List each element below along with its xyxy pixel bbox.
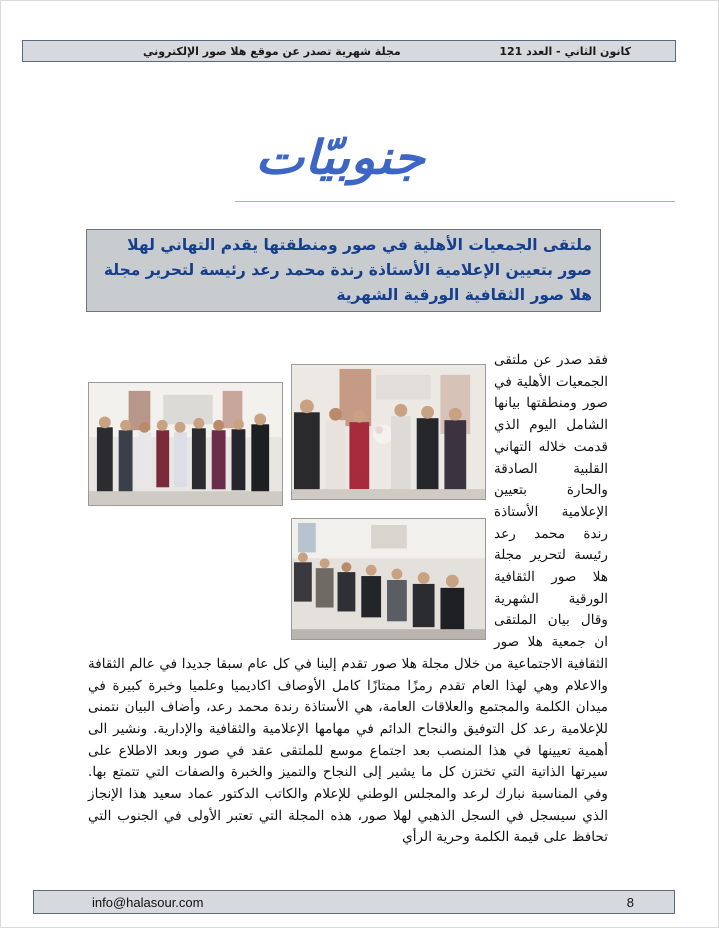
photo-group-standing <box>88 382 283 506</box>
issue-label: كانون الثاني - العدد 121 <box>499 44 631 58</box>
section-logo-text: جنوبيّات <box>255 131 425 185</box>
article-title-box <box>86 229 601 312</box>
photo-group-flowers <box>291 364 486 500</box>
article-body-text: فقد صدر عن ملتقى الجمعيات الأهلية في صور ومنطقتها بيانها الشامل اليوم الذي قدمت خلاله التهاني القلبية الصادقة والحارة بتعيين الإعلامية الأستاذة رندة محمد رعد رئيسة لتحرير مجلة هلا صور الثقافية الورقية الشهرية وقال بيان الملتقى ان جمعية هلا صور الثقافية الاجتماعية من خلال مجلة هلا صور تقدم إلينا في كل عام سبقا جديدا في عالم الثقافة والاعلام وهي لهذا العام تقدم رمزًا ممتازًا كامل الأوصاف اكاديميا وعلميا وخبرة كبيرة في ميدان الكلمة والمجتمع والعلاقات العامة، هي الأستاذة رندة محمد رعد، وأضاف البيان نتمنى للإعلامية رعد كل التوفيق والنجاح الدائم في مهامها الإعلامية والثقافية والإدارية. ونشير الى أهمية تعيينها في هذا المنصب بعد اجتماع موسع للملتقى عقد في صور وبعد الاطلاع على سيرتها الذاتية التي تختزن كل ما يشير إلى النجاح والتميز والخبرة والصفات التي تتمتع بها. وفي المناسبة نبارك لرعد والمجلس الوطني للإعلام والكاتب الدكتور عماد سعيد هذا الإنجاز الذي سيسجل في السجل الذهبي لهلا صور، هذه المجلة التي تعتبر الأولى في الجنوب التي تحافظ على قيمة الكلمة وحرية الرأي <box>88 352 608 846</box>
magazine-tagline: مجلة شهرية تصدر عن موقع هلا صور الإلكتروني <box>143 44 401 58</box>
contact-email[interactable]: info@halasour.com <box>92 894 204 910</box>
article-title: ملتقى الجمعيات الأهلية في صور ومنطقتها يقدم التهاني لهلا صور بتعيين الإعلامية الأستاذة رندة محمد رعد رئيسة لتحرير مجلة هلا صور الثقافية الورقية الشهرية <box>103 236 592 304</box>
photo-seated-audience <box>291 518 486 640</box>
page-number: 8 <box>626 894 634 910</box>
logo-divider <box>235 201 675 202</box>
footer-bar <box>33 890 675 914</box>
header-bar <box>22 40 676 62</box>
article-body <box>88 350 608 849</box>
section-logo <box>220 118 460 198</box>
